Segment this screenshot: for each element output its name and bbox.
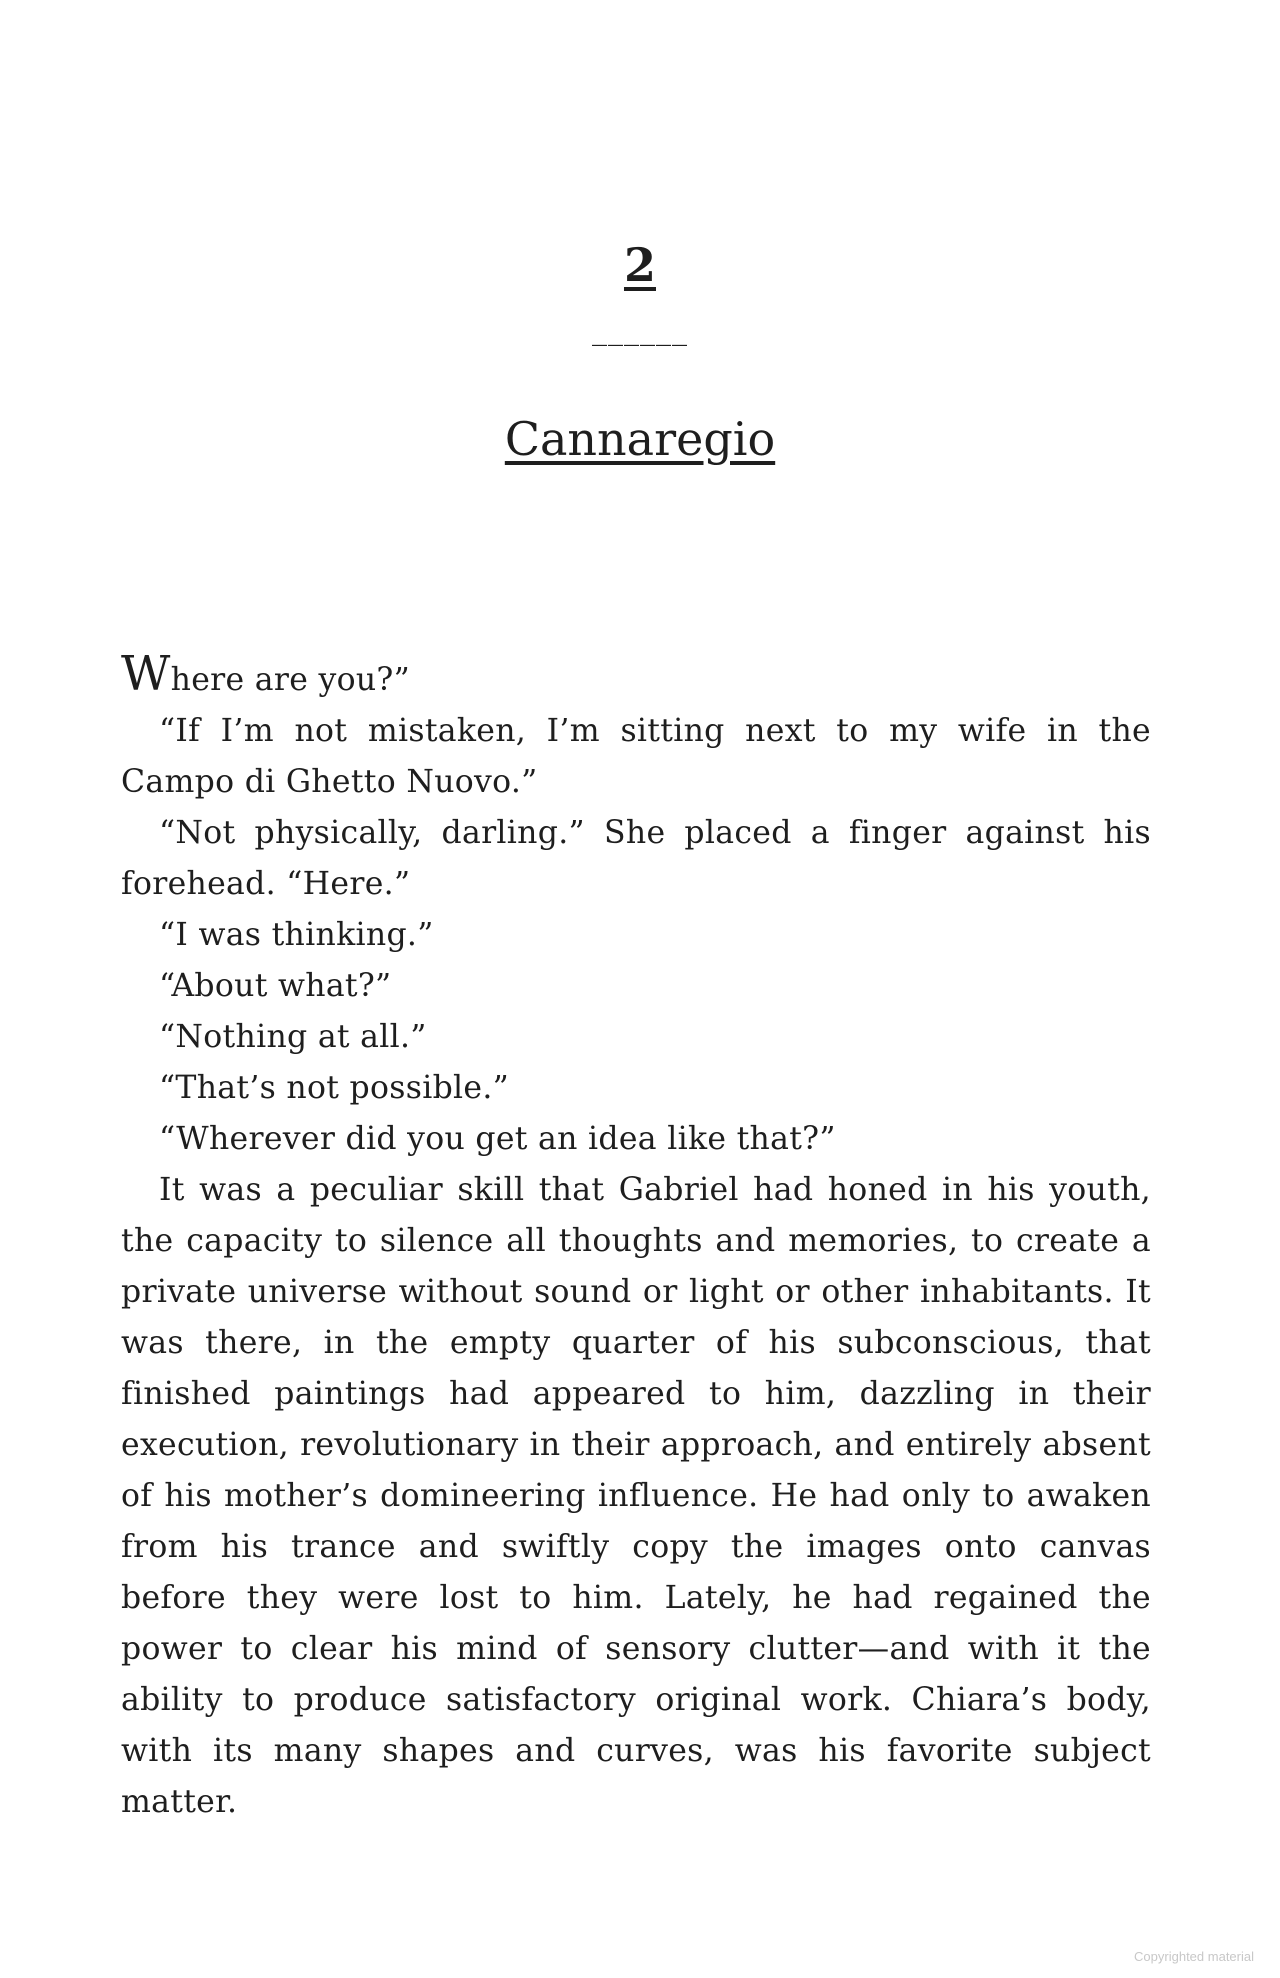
paragraph: “Not physically, darling.” She placed a finger against his forehead. “Here.” [121,815,1151,902]
paragraph: “Wherever did you get an idea like that?” [159,1121,836,1157]
paragraph: “About what?” [159,968,392,1004]
chapter-rule: ______ [592,312,688,347]
paragraph: It was a peculiar skill that Gabriel had honed in his youth, the capacity to silence all thoughts and memories, to create a private universe without sound or light or other inhabitants. It was there, in the empty quarter of his subconscious, that finished paintings had appeared to him, dazzling in their execution, revolutionary in their approach, and entirely absent of his mother’s domineering influence. He had only to awaken from his trance and swiftly copy the images onto canvas before they were lost to him. Lately, he had regained the power to clear his mind of sensory clutter—and with it the ability to produce satisfactory original work. Chiara’s body, with its many shapes and curves, was his favorite subject matter. [121,1172,1151,1820]
paragraph: “If I’m not mistaken, I’m sitting next to my wife in the Campo di Ghetto Nuovo.” [121,713,1151,800]
opening-paragraph [121,646,1151,706]
drop-letter: W [121,646,171,702]
paragraph: “Nothing at all.” [159,1019,427,1055]
chapter-title: Cannaregio [504,412,776,466]
chapter-body [121,646,1151,1828]
copyright-watermark: Copyrighted material [1134,1949,1254,1964]
chapter-number: 2 [623,238,656,292]
paragraph: “I was thinking.” [159,917,434,953]
opening-text: here are you?” [170,662,411,698]
paragraph: “That’s not possible.” [159,1070,510,1106]
